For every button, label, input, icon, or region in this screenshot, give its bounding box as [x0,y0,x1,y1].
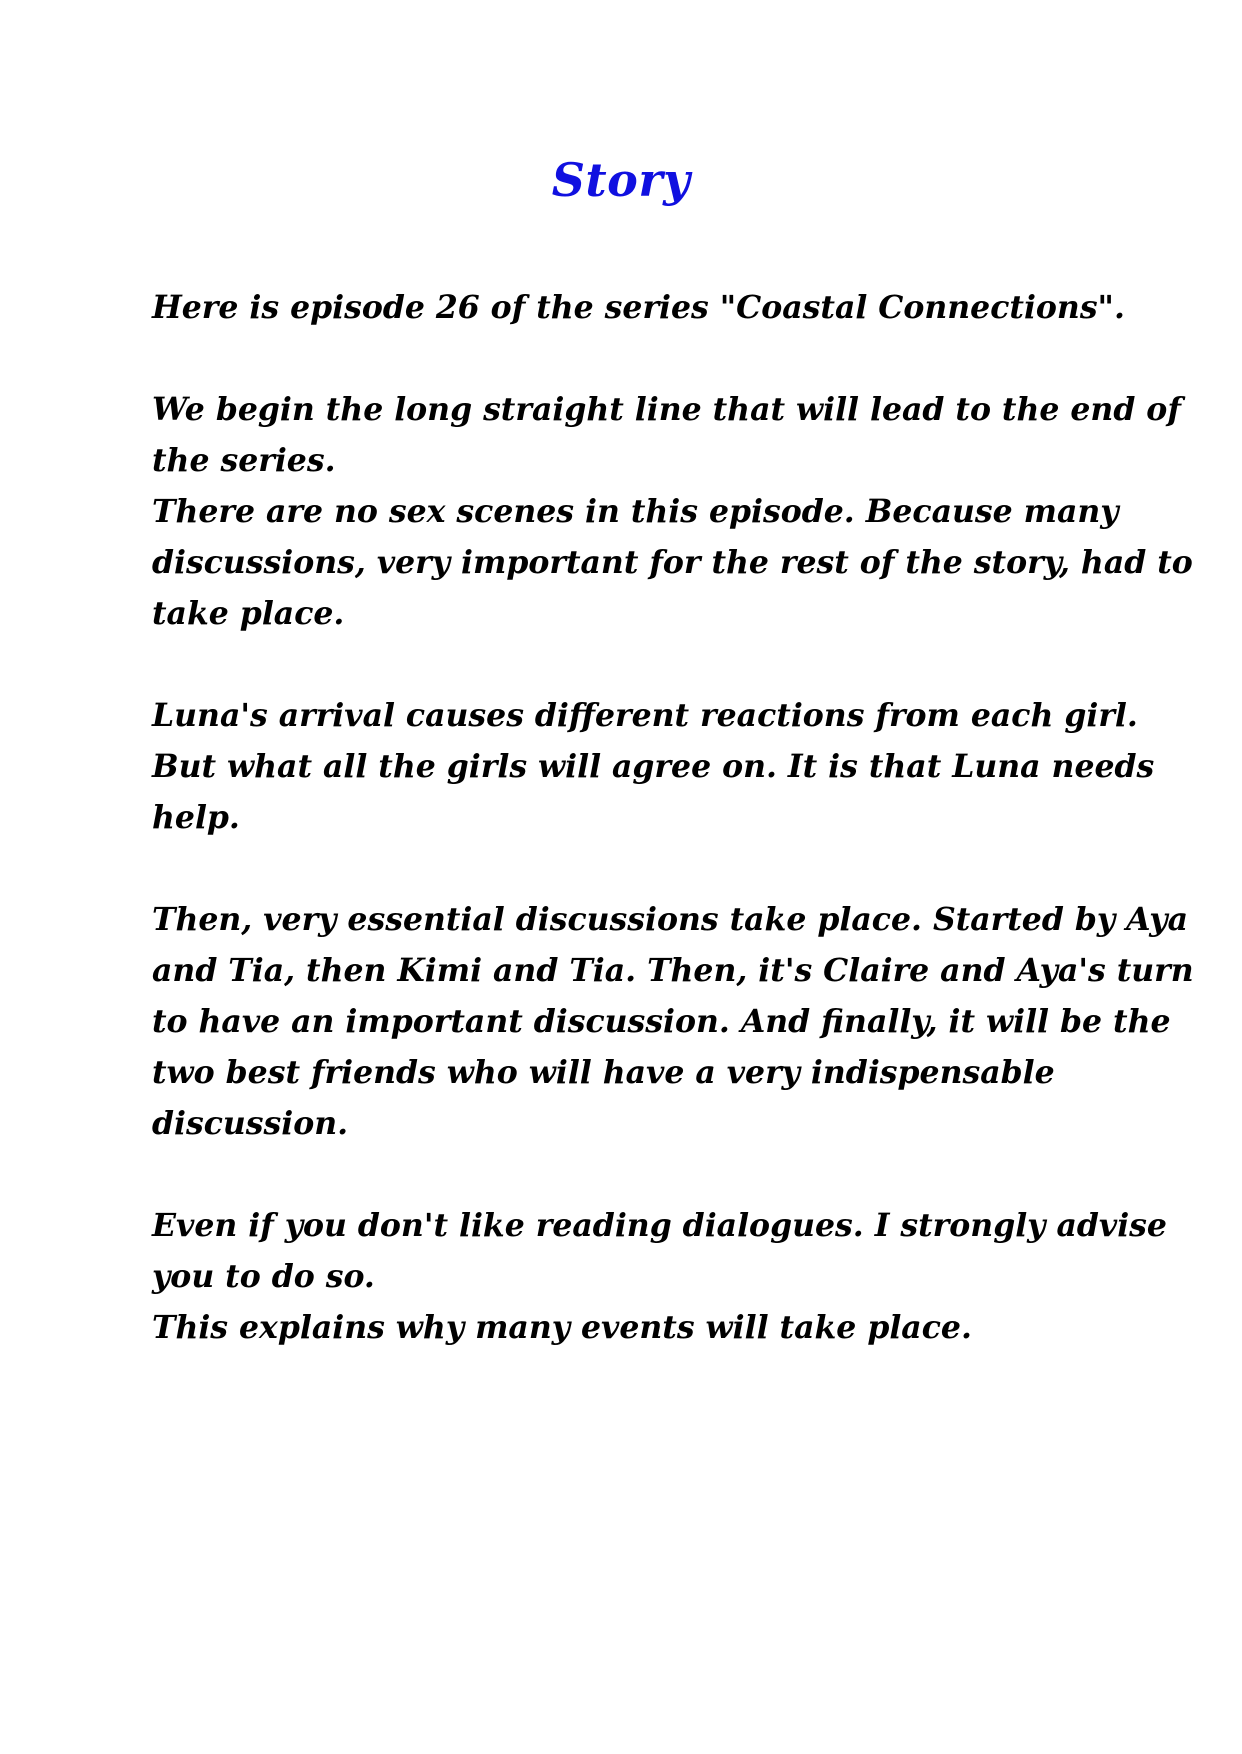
paragraph-luna [152,690,1155,843]
text-line: two best friends who will have a very indispensable [152,1054,1055,1091]
text-line: Here is episode 26 of the series "Coastal Connections". [152,289,1125,326]
text-line: Even if you don't like reading dialogues. I strongly advise [152,1207,1167,1244]
text-line: There are no sex scenes in this episode. Because many [152,493,1119,530]
page-title: Story [551,153,691,207]
text-line: you to do so. [152,1258,375,1295]
text-line: Luna's arrival causes different reactions from each girl. [152,697,1138,734]
paragraph-intro [152,282,1125,333]
text-line: But what all the girls will agree on. It is that Luna needs [152,748,1155,785]
text-line: discussion. [152,1105,349,1142]
text-line: help. [152,799,240,836]
paragraph-advice [152,1200,1167,1353]
text-line: and Tia, then Kimi and Tia. Then, it's Claire and Aya's turn [152,952,1194,989]
text-line: discussions, very important for the rest of the story, had to [152,544,1193,581]
paragraph-overview [152,384,1193,639]
paragraph-discussions [152,894,1194,1149]
story-body [152,282,1194,1404]
text-line: This explains why many events will take place. [152,1309,972,1346]
text-line: Then, very essential discussions take place. Started by Aya [152,901,1189,938]
text-line: the series. [152,442,336,479]
text-line: We begin the long straight line that will lead to the end of [152,391,1181,428]
text-line: to have an important discussion. And finally, it will be the [152,1003,1171,1040]
text-line: take place. [152,595,345,632]
